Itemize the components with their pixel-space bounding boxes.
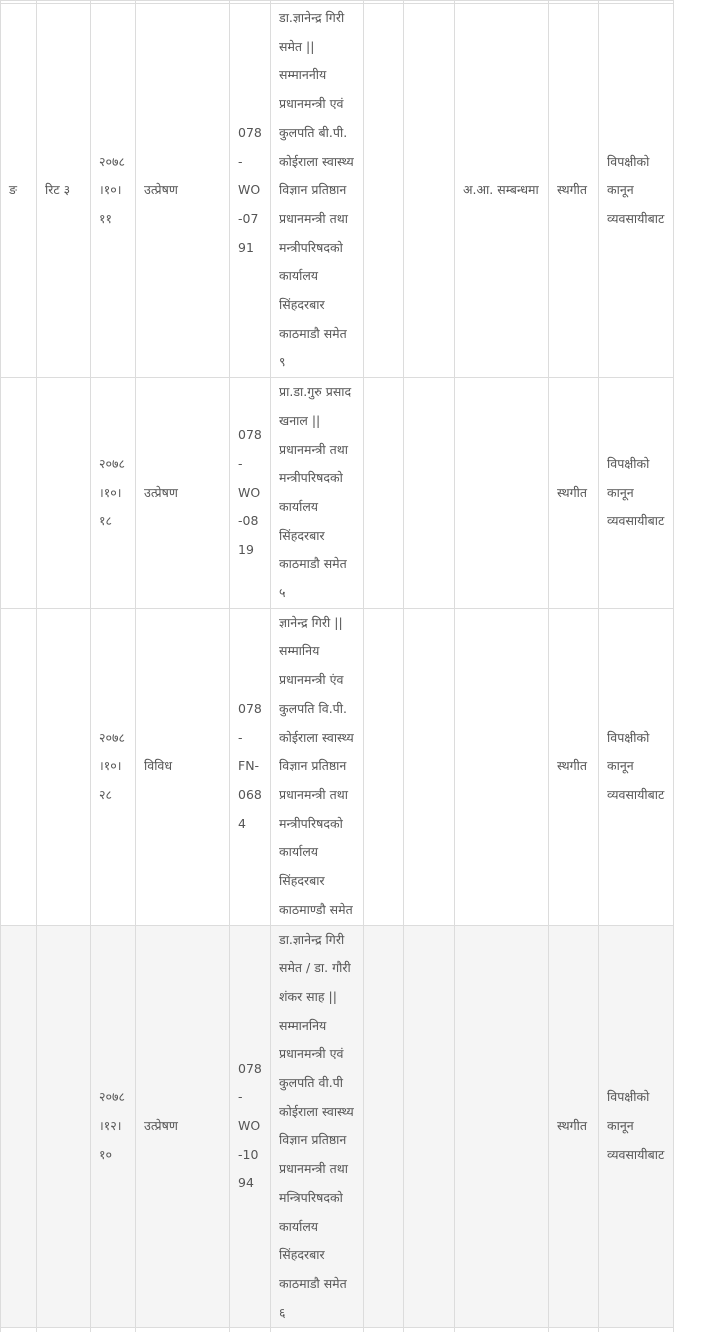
serial-cell xyxy=(1,378,37,609)
case-type-cell: उत्प्रेषण xyxy=(136,378,230,609)
date-cell: २०७८।१०।२८ xyxy=(91,608,136,925)
case-type-cell: उत्प्रेषण xyxy=(136,4,230,378)
status-cell: स्थगीत xyxy=(549,4,599,378)
lawyer-cell xyxy=(455,608,549,925)
table-row xyxy=(1,925,674,1328)
case-number-cell: 078-FN-0684 xyxy=(230,608,271,925)
empty-cell xyxy=(364,4,404,378)
reason-cell: विपक्षीको कानून व्यवसायीबाट xyxy=(599,925,674,1328)
parties-cell: डा.ज्ञानेन्द्र गिरी समेत || सम्माननीय प्रधानमन्त्री एवं कुलपति बी.पी. कोईराला स्वास्थ्य विज्ञान प्रतिष्ठान प्रधानमन्त्री तथा मन्त्रीपरिषदको कार्यालय सिंहदरबार काठमाडौ समेत ९ xyxy=(271,4,364,378)
date-cell: २०७८।१०।११ xyxy=(91,4,136,378)
status-cell: स्थगीत xyxy=(549,925,599,1328)
case-type-cell: उत्प्रेषण xyxy=(136,925,230,1328)
status-cell: स्थगीत xyxy=(549,378,599,609)
date-cell: २०७८।१२।१० xyxy=(91,925,136,1328)
table-row xyxy=(1,608,674,925)
lawyer-cell: अ.आ. सम्बन्धमा xyxy=(455,4,549,378)
reason-cell: विपक्षीको कानून व्यवसायीबाट xyxy=(599,4,674,378)
reason-cell: विपक्षीको कानून व्यवसायीबाट xyxy=(599,608,674,925)
empty-cell xyxy=(404,925,455,1328)
lawyer-cell xyxy=(455,925,549,1328)
bench-cell xyxy=(37,378,91,609)
serial-cell xyxy=(1,608,37,925)
reason-cell: विपक्षीको कानून व्यवसायीबाट xyxy=(599,378,674,609)
empty-cell xyxy=(404,378,455,609)
case-number-cell: 078-WO-0819 xyxy=(230,378,271,609)
empty-cell xyxy=(364,378,404,609)
serial-cell xyxy=(1,925,37,1328)
empty-cell xyxy=(404,608,455,925)
case-type-cell: विविध xyxy=(136,608,230,925)
empty-cell xyxy=(364,608,404,925)
parties-cell: डा.ज्ञानेन्द्र गिरी समेत / डा. गौरी शंकर साह || सम्माननिय प्रधानमन्त्री एवं कुलपति वी.पी कोईराला स्वास्थ्य विज्ञान प्रतिष्ठान प्रधानमन्त्री तथा मन्त्रिपरिषदको कार्यालय सिंहदरबार काठमाडौ समेत ६ xyxy=(271,925,364,1328)
case-number-cell: 078-WO-0791 xyxy=(230,4,271,378)
table-row-partial-bottom xyxy=(1,1328,674,1332)
parties-cell: ज्ञानेन्द्र गिरी || सम्मानिय प्रधानमन्त्री एंव कुलपति वि.पी. कोईराला स्वास्थ्य विज्ञान प्रतिष्ठान प्रधानमन्त्री तथा मन्त्रीपरिषदको कार्यालय सिंहदरबार काठमाण्डौ समेत xyxy=(271,608,364,925)
empty-cell xyxy=(364,925,404,1328)
bench-cell: रिट ३ xyxy=(37,4,91,378)
parties-cell: प्रा.डा.गुरु प्रसाद खनाल || प्रधानमन्त्री तथा मन्त्रीपरिषदको कार्यालय सिंहदरबार काठमाडौ समेत ५ xyxy=(271,378,364,609)
lawyer-cell xyxy=(455,378,549,609)
empty-cell xyxy=(404,4,455,378)
bench-cell xyxy=(37,608,91,925)
table-row xyxy=(1,4,674,378)
case-number-cell: 078-WO-1094 xyxy=(230,925,271,1328)
table-row xyxy=(1,378,674,609)
serial-cell: ङ xyxy=(1,4,37,378)
date-cell: २०७८।१०।१८ xyxy=(91,378,136,609)
status-cell: स्थगीत xyxy=(549,608,599,925)
bench-cell xyxy=(37,925,91,1328)
